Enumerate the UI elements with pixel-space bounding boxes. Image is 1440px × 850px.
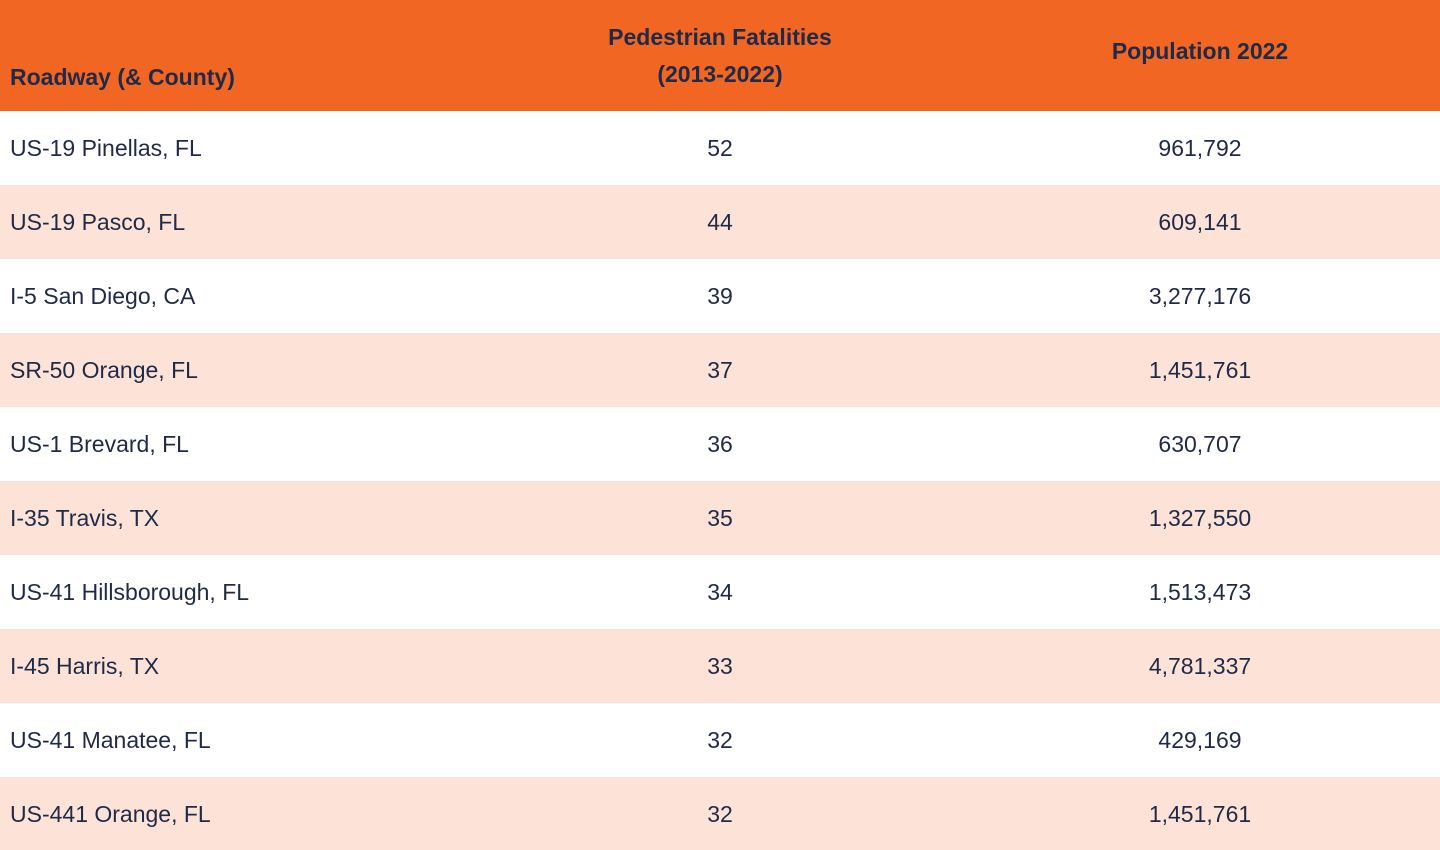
table-row bbox=[0, 703, 1440, 777]
roadway-cell: US-1 Brevard, FL bbox=[10, 430, 189, 457]
population-cell: 1,451,761 bbox=[1148, 800, 1252, 827]
roadway-cell: I-5 San Diego, CA bbox=[10, 282, 196, 309]
roadway-cell: I-45 Harris, TX bbox=[10, 652, 160, 679]
population-cell: 4,781,337 bbox=[1148, 652, 1252, 679]
table-row bbox=[0, 333, 1440, 407]
table-body bbox=[0, 111, 1440, 850]
roadway-cell: US-41 Manatee, FL bbox=[10, 726, 211, 753]
table-row bbox=[0, 407, 1440, 481]
table-row bbox=[0, 111, 1440, 185]
fatalities-cell: 34 bbox=[707, 578, 733, 605]
population-cell: 1,327,550 bbox=[1148, 504, 1252, 531]
table-header-row bbox=[0, 0, 1440, 111]
column-header-fatalities bbox=[480, 0, 960, 111]
population-cell: 630,707 bbox=[1158, 430, 1242, 457]
population-cell: 3,277,176 bbox=[1148, 282, 1252, 309]
roadway-cell: US-19 Pasco, FL bbox=[10, 208, 186, 235]
population-cell: 1,513,473 bbox=[1148, 578, 1252, 605]
roadway-cell: US-441 Orange, FL bbox=[10, 800, 211, 827]
column-header-fatalities-line1: Pedestrian Fatalities bbox=[608, 23, 832, 50]
roadway-cell: SR-50 Orange, FL bbox=[10, 356, 198, 383]
fatalities-cell: 39 bbox=[707, 282, 733, 309]
roadway-cell: US-41 Hillsborough, FL bbox=[10, 578, 250, 605]
table-row bbox=[0, 555, 1440, 629]
population-cell: 1,451,761 bbox=[1148, 356, 1252, 383]
fatalities-cell: 35 bbox=[707, 504, 733, 531]
fatalities-cell: 37 bbox=[707, 356, 733, 383]
column-header-population: Population 2022 bbox=[960, 0, 1440, 111]
population-cell: 961,792 bbox=[1158, 134, 1242, 161]
column-header-roadway: Roadway (& County) bbox=[0, 0, 480, 111]
fatalities-cell: 32 bbox=[707, 726, 733, 753]
fatalities-cell: 33 bbox=[707, 652, 733, 679]
fatalities-cell: 52 bbox=[707, 134, 733, 161]
table-row bbox=[0, 629, 1440, 703]
population-cell: 429,169 bbox=[1158, 726, 1242, 753]
table-row bbox=[0, 777, 1440, 850]
roadway-cell: I-35 Travis, TX bbox=[10, 504, 160, 531]
fatalities-cell: 44 bbox=[707, 208, 733, 235]
population-cell: 609,141 bbox=[1158, 208, 1242, 235]
roadway-cell: US-19 Pinellas, FL bbox=[10, 134, 202, 161]
fatalities-cell: 36 bbox=[707, 430, 733, 457]
fatalities-cell: 32 bbox=[707, 800, 733, 827]
table-row bbox=[0, 185, 1440, 259]
table-row bbox=[0, 481, 1440, 555]
table-header bbox=[0, 0, 1440, 111]
table-row bbox=[0, 259, 1440, 333]
column-header-fatalities-line2: (2013-2022) bbox=[657, 60, 783, 87]
